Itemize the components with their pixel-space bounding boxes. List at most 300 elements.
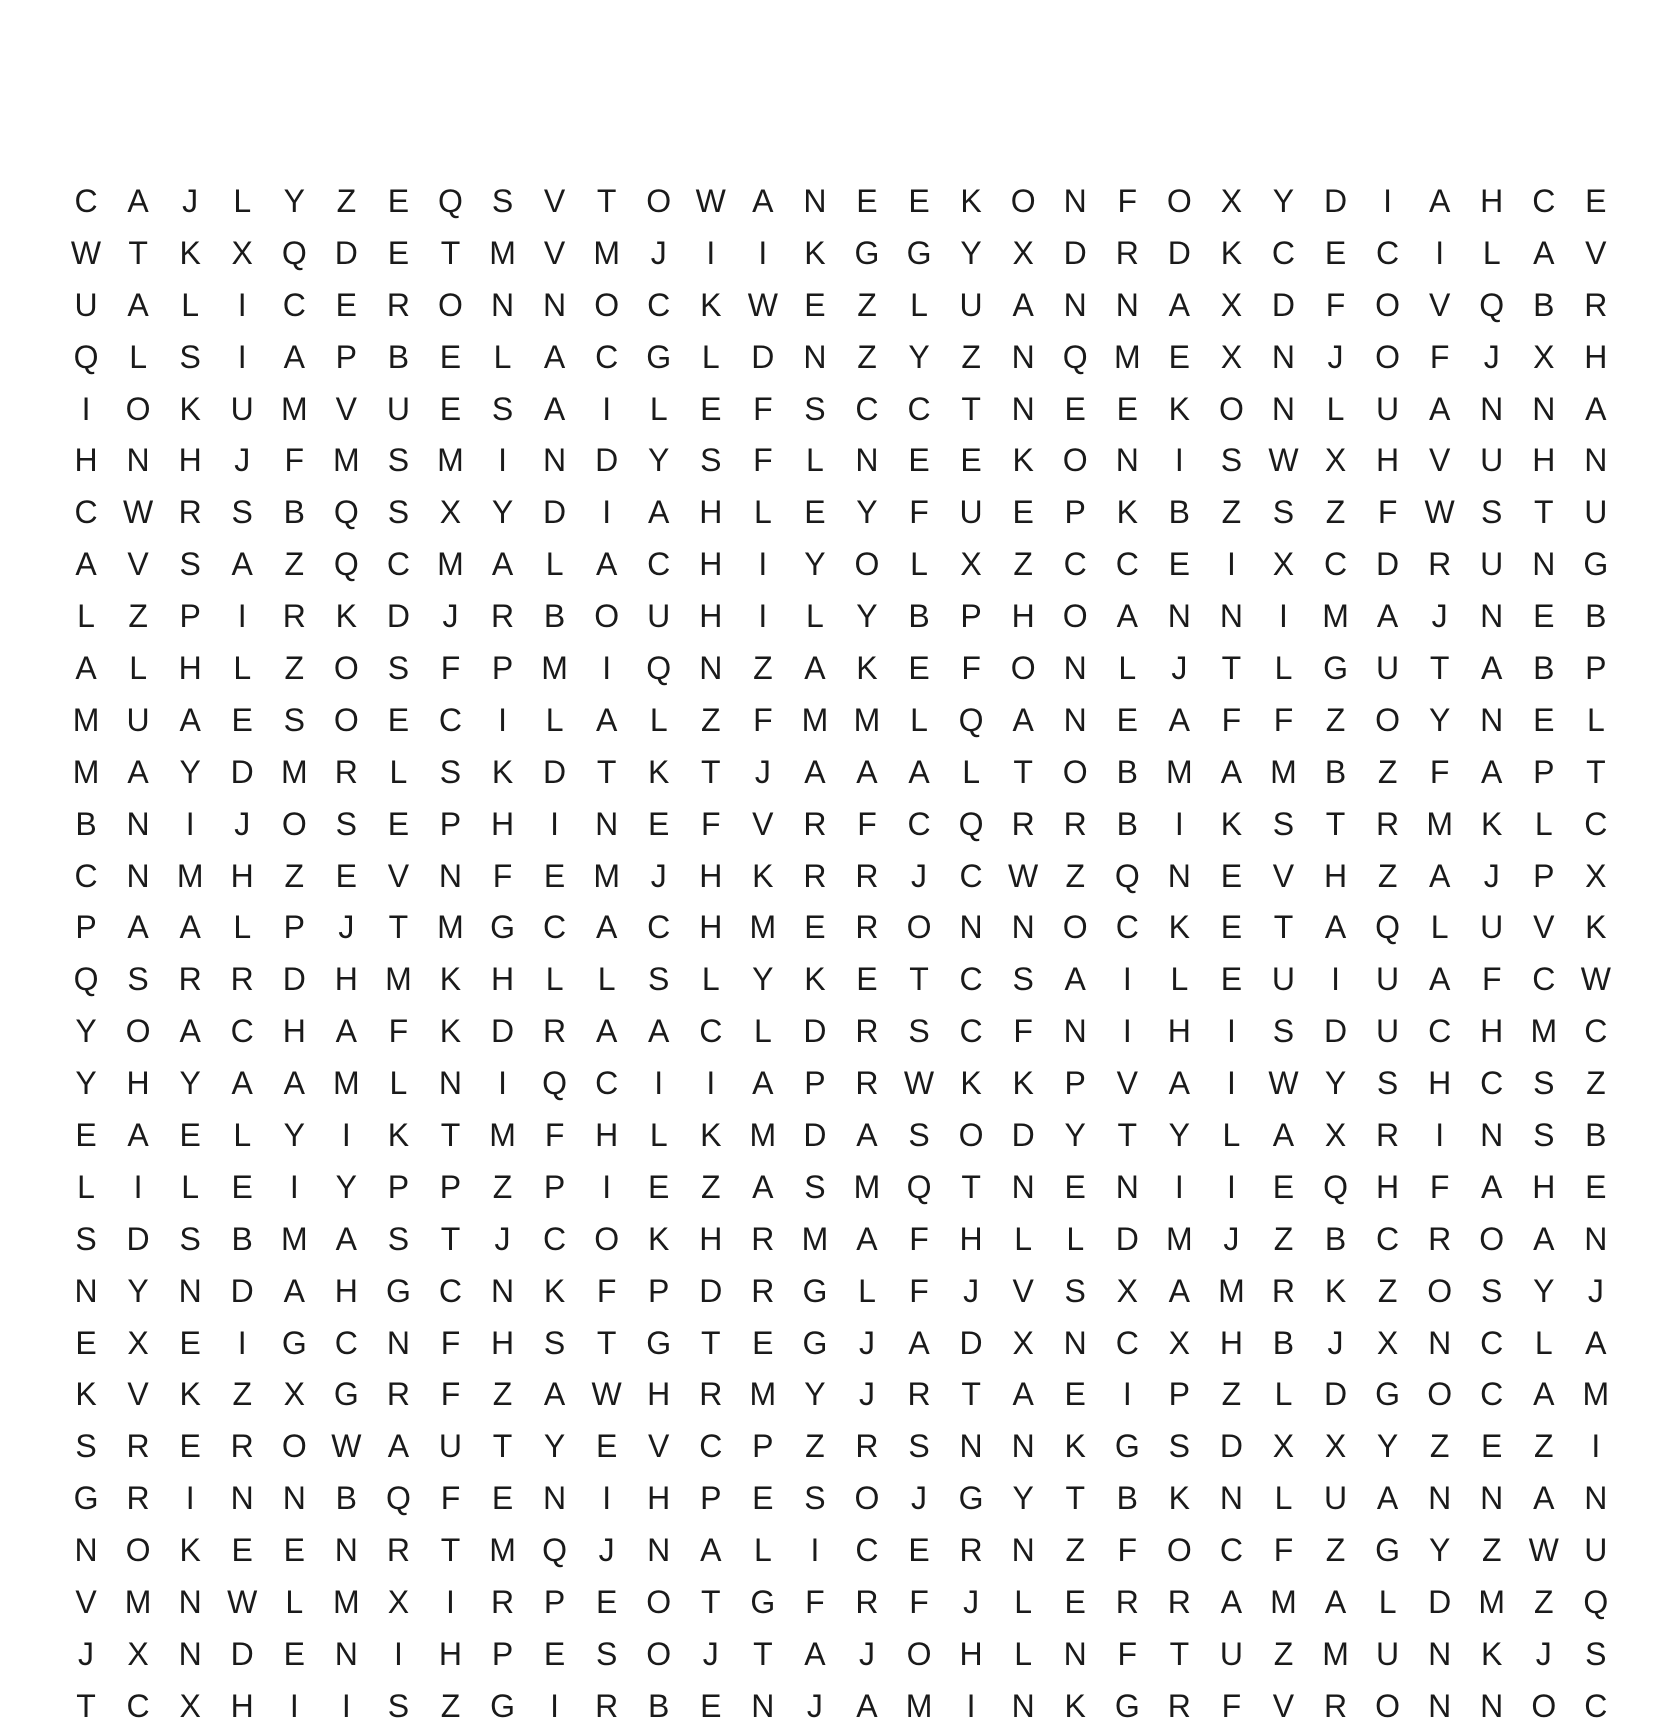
grid-cell[interactable]: E [856,183,878,219]
grid-cell[interactable]: A [595,1013,618,1050]
grid-cell[interactable]: A [856,753,878,790]
grid-cell[interactable]: O [1062,753,1088,790]
grid-cell[interactable]: N [1115,442,1139,479]
grid-cell[interactable]: J [806,1687,823,1724]
grid-cell[interactable]: Z [1221,494,1242,531]
grid-cell[interactable]: U [1271,961,1296,998]
grid-cell[interactable]: O [438,286,463,323]
grid-cell[interactable]: K [1064,1428,1086,1465]
grid-cell[interactable]: Y [75,1065,97,1102]
grid-cell[interactable]: N [1219,1480,1243,1517]
grid-cell[interactable]: A [335,1220,358,1257]
grid-cell[interactable]: J [911,1480,928,1517]
grid-cell[interactable]: T [701,1584,721,1621]
grid-cell[interactable]: J [1327,338,1344,375]
grid-cell[interactable]: A [1533,1480,1555,1517]
grid-cell[interactable]: C [1480,1376,1504,1413]
grid-cell[interactable]: K [700,286,722,323]
grid-cell[interactable]: I [1226,1168,1236,1205]
grid-cell[interactable]: L [129,650,147,687]
grid-cell[interactable]: Z [284,546,305,583]
grid-cell[interactable]: N [126,805,150,842]
grid-cell[interactable]: Q [73,338,99,375]
grid-cell[interactable]: J [702,1635,719,1672]
grid-cell[interactable]: F [440,1480,461,1517]
grid-cell[interactable]: N [438,1065,463,1102]
grid-cell[interactable]: M [801,1220,829,1257]
grid-cell[interactable]: O [1427,1376,1453,1413]
grid-cell[interactable]: T [961,1168,981,1205]
grid-cell[interactable]: P [439,805,462,842]
grid-cell[interactable]: S [908,1428,930,1465]
grid-cell[interactable]: N [1584,1220,1608,1257]
grid-cell[interactable]: T [1117,1117,1138,1154]
grid-cell[interactable]: N [126,442,150,479]
grid-cell[interactable]: Y [804,546,826,583]
grid-cell[interactable]: E [231,1168,253,1205]
grid-cell[interactable]: I [1383,183,1393,219]
grid-cell[interactable]: K [700,1117,722,1154]
grid-cell[interactable]: K [1481,1635,1503,1672]
grid-cell[interactable]: A [127,1117,149,1154]
grid-cell[interactable]: V [1272,1687,1295,1724]
grid-cell[interactable]: X [387,1584,410,1621]
grid-cell[interactable]: C [1115,909,1139,946]
grid-cell[interactable]: P [283,909,305,946]
grid-cell[interactable]: R [1584,286,1608,323]
grid-cell[interactable]: I [810,1532,820,1569]
grid-cell[interactable]: Y [1012,1480,1034,1517]
grid-cell[interactable]: B [1533,650,1555,687]
grid-cell[interactable]: G [490,1687,515,1724]
grid-cell[interactable]: E [700,390,722,427]
grid-cell[interactable]: G [646,338,672,375]
grid-cell[interactable]: X [231,234,253,271]
grid-cell[interactable]: L [1014,1584,1033,1621]
grid-cell[interactable]: U [1376,390,1400,427]
grid-cell[interactable]: Z [857,338,877,375]
grid-cell[interactable]: L [649,1117,668,1154]
grid-cell[interactable]: O [906,909,932,946]
grid-cell[interactable]: M [385,961,412,998]
grid-cell[interactable]: V [648,1428,670,1465]
grid-cell[interactable]: E [231,701,253,738]
grid-cell[interactable]: T [701,753,721,790]
grid-cell[interactable]: A [127,909,149,946]
grid-cell[interactable]: S [1168,1428,1191,1465]
grid-cell[interactable]: W [1528,1532,1559,1569]
grid-cell[interactable]: X [127,1324,149,1361]
grid-cell[interactable]: G [1583,546,1609,583]
grid-cell[interactable]: X [1272,1428,1295,1465]
grid-cell[interactable]: I [1122,1376,1132,1413]
grid-cell[interactable]: L [597,961,616,998]
grid-cell[interactable]: K [387,1117,410,1154]
grid-cell[interactable]: F [596,1272,617,1309]
grid-cell[interactable]: S [1481,1272,1503,1309]
grid-cell[interactable]: W [227,1584,258,1621]
grid-cell[interactable]: H [230,1687,254,1724]
grid-cell[interactable]: X [1324,1117,1347,1154]
grid-cell[interactable]: R [1428,1220,1452,1257]
grid-cell[interactable]: W [1580,961,1611,998]
grid-cell[interactable]: N [647,1532,671,1569]
grid-cell[interactable]: K [179,1532,201,1569]
grid-cell[interactable]: V [1585,234,1607,271]
grid-cell[interactable]: Y [335,1168,358,1205]
grid-cell[interactable]: F [753,390,773,427]
grid-cell[interactable]: Z [753,650,773,687]
grid-cell[interactable]: N [803,338,827,375]
grid-cell[interactable]: T [1169,1635,1190,1672]
grid-cell[interactable]: T [701,1324,721,1361]
grid-cell[interactable]: B [1116,1480,1138,1517]
grid-cell[interactable]: S [387,494,410,531]
grid-cell[interactable]: E [387,701,410,738]
grid-cell[interactable]: M [437,442,464,479]
grid-cell[interactable]: L [962,753,980,790]
grid-cell[interactable]: F [1221,701,1242,738]
grid-cell[interactable]: F [909,1584,929,1621]
grid-cell[interactable]: A [231,1065,253,1102]
grid-cell[interactable]: Q [646,650,672,687]
grid-cell[interactable]: C [855,1532,879,1569]
grid-cell[interactable]: K [1585,909,1607,946]
grid-cell[interactable]: C [543,1220,567,1257]
grid-cell[interactable]: F [440,650,461,687]
grid-cell[interactable]: I [758,598,768,635]
grid-cell[interactable]: L [181,286,200,323]
grid-cell[interactable]: E [75,1117,97,1154]
grid-cell[interactable]: K [856,650,878,687]
grid-cell[interactable]: K [335,598,358,635]
grid-cell[interactable]: R [803,805,827,842]
grid-cell[interactable]: T [128,234,148,271]
grid-cell[interactable]: L [1326,390,1345,427]
grid-cell[interactable]: H [595,1117,619,1154]
grid-cell[interactable]: R [855,1428,879,1465]
grid-cell[interactable]: H [490,1324,515,1361]
grid-cell[interactable]: C [1376,234,1400,271]
grid-cell[interactable]: M [1322,1635,1349,1672]
grid-cell[interactable]: K [491,753,514,790]
grid-cell[interactable]: T [1013,753,1033,790]
grid-cell[interactable]: U [647,598,671,635]
grid-cell[interactable]: X [179,1687,201,1724]
grid-cell[interactable]: R [1271,1272,1296,1309]
grid-cell[interactable]: J [963,1272,980,1309]
grid-cell[interactable]: U [1219,1635,1243,1672]
grid-cell[interactable]: O [594,286,620,323]
grid-cell[interactable]: A [1428,183,1451,219]
grid-cell[interactable]: X [1324,442,1347,479]
grid-cell[interactable]: N [282,1480,306,1517]
grid-cell[interactable]: H [490,961,515,998]
grid-cell[interactable]: N [74,1272,98,1309]
grid-cell[interactable]: N [1011,1428,1035,1465]
grid-cell[interactable]: V [543,183,566,219]
grid-cell[interactable]: M [333,1065,360,1102]
grid-cell[interactable]: W [1268,442,1299,479]
grid-cell[interactable]: N [178,1272,202,1309]
grid-cell[interactable]: F [857,805,877,842]
grid-cell[interactable]: F [1273,1532,1294,1569]
grid-cell[interactable]: A [1533,1376,1555,1413]
grid-cell[interactable]: R [1376,805,1400,842]
grid-cell[interactable]: N [1428,1687,1452,1724]
grid-cell[interactable]: K [439,961,462,998]
grid-cell[interactable]: M [489,1117,516,1154]
grid-cell[interactable]: E [1585,183,1607,219]
grid-cell[interactable]: M [489,1532,516,1569]
grid-cell[interactable]: H [230,857,254,894]
grid-cell[interactable]: B [1116,805,1138,842]
grid-cell[interactable]: N [386,1324,410,1361]
grid-cell[interactable]: T [440,1117,461,1154]
grid-cell[interactable]: A [283,1272,305,1309]
grid-cell[interactable]: A [491,546,514,583]
grid-cell[interactable]: G [802,1272,828,1309]
grid-cell[interactable]: C [647,546,671,583]
grid-cell[interactable]: D [1011,1117,1035,1154]
grid-cell[interactable]: I [237,338,247,375]
grid-cell[interactable]: A [543,338,566,375]
grid-cell[interactable]: G [750,1584,776,1621]
grid-cell[interactable]: K [1064,1687,1086,1724]
grid-cell[interactable]: O [1375,286,1401,323]
grid-cell[interactable]: H [699,598,723,635]
grid-cell[interactable]: I [133,1168,143,1205]
grid-cell[interactable]: C [1219,1532,1243,1569]
grid-cell[interactable]: H [74,442,98,479]
grid-cell[interactable]: C [1584,805,1608,842]
grid-cell[interactable]: F [492,857,513,894]
grid-cell[interactable]: P [752,1428,774,1465]
grid-cell[interactable]: A [127,753,149,790]
grid-cell[interactable]: I [1226,546,1236,583]
grid-cell[interactable]: H [1428,1065,1452,1102]
grid-cell[interactable]: Z [1377,857,1398,894]
grid-cell[interactable]: X [1012,1324,1034,1361]
grid-cell[interactable]: A [1585,1324,1607,1361]
grid-cell[interactable]: M [1426,805,1453,842]
grid-cell[interactable]: L [1274,1376,1293,1413]
grid-cell[interactable]: F [909,1272,929,1309]
grid-cell[interactable]: I [550,805,560,842]
grid-cell[interactable]: A [179,701,201,738]
grid-cell[interactable]: N [1011,1532,1035,1569]
grid-cell[interactable]: M [1530,1013,1558,1050]
grid-cell[interactable]: R [126,1428,150,1465]
grid-cell[interactable]: J [1535,1635,1552,1672]
grid-cell[interactable]: I [1174,805,1184,842]
grid-cell[interactable]: U [1584,1532,1608,1569]
grid-cell[interactable]: N [1271,390,1296,427]
grid-cell[interactable]: N [1063,1013,1087,1050]
grid-cell[interactable]: L [1014,1635,1033,1672]
grid-cell[interactable]: L [910,286,928,323]
grid-cell[interactable]: R [1323,1687,1348,1724]
grid-cell[interactable]: I [1591,1428,1601,1465]
grid-cell[interactable]: O [906,1635,932,1672]
grid-cell[interactable]: J [1431,598,1448,635]
grid-cell[interactable]: E [1168,546,1191,583]
grid-cell[interactable]: V [335,390,358,427]
grid-cell[interactable]: M [801,701,829,738]
grid-cell[interactable]: O [1010,183,1036,219]
grid-cell[interactable]: A [1168,286,1191,323]
grid-cell[interactable]: C [1115,546,1139,583]
grid-cell[interactable]: D [1376,546,1400,583]
grid-cell[interactable]: P [75,909,97,946]
grid-cell[interactable]: L [1274,1480,1293,1517]
grid-cell[interactable]: S [1376,1065,1399,1102]
grid-cell[interactable]: E [1116,390,1138,427]
grid-cell[interactable]: K [1116,494,1138,531]
grid-cell[interactable]: O [1375,1687,1401,1724]
grid-cell[interactable]: F [1429,753,1450,790]
grid-cell[interactable]: J [754,753,771,790]
grid-cell[interactable]: N [1167,598,1191,635]
grid-cell[interactable]: D [803,1013,827,1050]
grid-cell[interactable]: L [753,1013,772,1050]
grid-cell[interactable]: Y [752,961,774,998]
grid-cell[interactable]: G [490,909,515,946]
grid-cell[interactable]: N [1063,650,1087,687]
grid-cell[interactable]: M [541,650,568,687]
grid-cell[interactable]: O [1427,1272,1453,1309]
grid-cell[interactable]: Y [1376,1428,1399,1465]
grid-cell[interactable]: E [179,1324,201,1361]
grid-cell[interactable]: R [803,857,827,894]
grid-cell[interactable]: N [543,1480,567,1517]
grid-cell[interactable]: K [1220,805,1243,842]
grid-cell[interactable]: P [543,1584,566,1621]
grid-cell[interactable]: E [1012,494,1034,531]
grid-cell[interactable]: H [1376,1168,1400,1205]
grid-cell[interactable]: Y [1272,183,1295,219]
grid-cell[interactable]: B [283,494,305,531]
grid-cell[interactable]: R [1167,1584,1191,1621]
grid-cell[interactable]: N [178,1584,202,1621]
grid-cell[interactable]: L [649,701,668,738]
grid-cell[interactable]: H [699,909,723,946]
grid-cell[interactable]: H [1532,1168,1556,1205]
grid-cell[interactable]: G [1375,1376,1401,1413]
grid-cell[interactable]: M [280,390,308,427]
grid-cell[interactable]: O [1062,909,1088,946]
grid-cell[interactable]: L [1170,961,1189,998]
grid-cell[interactable]: O [125,1013,151,1050]
grid-cell[interactable]: O [1062,598,1088,635]
grid-cell[interactable]: A [1585,390,1607,427]
grid-cell[interactable]: K [1168,1480,1191,1517]
grid-cell[interactable]: X [1533,338,1555,375]
grid-cell[interactable]: C [855,390,879,427]
grid-cell[interactable]: I [1174,1168,1184,1205]
grid-cell[interactable]: B [1324,753,1347,790]
grid-cell[interactable]: N [959,909,983,946]
grid-cell[interactable]: F [1117,1635,1138,1672]
grid-cell[interactable]: A [1116,598,1138,635]
grid-cell[interactable]: N [595,805,619,842]
grid-cell[interactable]: T [909,961,929,998]
grid-cell[interactable]: O [333,701,359,738]
grid-cell[interactable]: S [700,442,722,479]
grid-cell[interactable]: C [595,338,619,375]
grid-cell[interactable]: H [1323,857,1348,894]
grid-cell[interactable]: L [858,1272,876,1309]
grid-cell[interactable]: L [1066,1220,1085,1257]
grid-cell[interactable]: N [490,286,515,323]
grid-cell[interactable]: Y [856,598,878,635]
grid-cell[interactable]: N [803,183,827,219]
grid-cell[interactable]: G [1114,1687,1140,1724]
grid-cell[interactable]: A [804,650,826,687]
grid-cell[interactable]: N [178,1635,202,1672]
grid-cell[interactable]: N [1584,1480,1608,1517]
grid-cell[interactable]: Z [961,338,981,375]
grid-cell[interactable]: P [439,1168,462,1205]
grid-cell[interactable]: Y [648,442,670,479]
grid-cell[interactable]: M [593,857,620,894]
grid-cell[interactable]: U [1584,494,1608,531]
grid-cell[interactable]: N [1428,1480,1452,1517]
grid-cell[interactable]: B [387,338,410,375]
grid-cell[interactable]: F [909,1220,929,1257]
grid-cell[interactable]: I [758,234,768,271]
grid-cell[interactable]: A [648,494,670,531]
grid-cell[interactable]: H [438,1635,463,1672]
grid-cell[interactable]: Y [179,1065,201,1102]
grid-cell[interactable]: X [439,494,462,531]
grid-cell[interactable]: R [543,1013,567,1050]
grid-cell[interactable]: J [1483,338,1500,375]
grid-cell[interactable]: L [806,442,824,479]
grid-cell[interactable]: N [334,1532,358,1569]
grid-cell[interactable]: A [1481,650,1503,687]
grid-cell[interactable]: Y [283,183,305,219]
grid-cell[interactable]: T [1065,1480,1085,1517]
grid-cell[interactable]: W [903,1065,935,1102]
grid-cell[interactable]: A [1168,1065,1191,1102]
grid-cell[interactable]: N [1480,598,1504,635]
grid-cell[interactable]: U [1480,546,1504,583]
grid-cell[interactable]: D [334,234,358,271]
grid-cell[interactable]: Q [333,546,359,583]
grid-cell[interactable]: L [545,961,564,998]
grid-cell[interactable]: E [1324,234,1347,271]
grid-cell[interactable]: A [1220,753,1243,790]
grid-cell[interactable]: I [185,1480,195,1517]
grid-cell[interactable]: U [1376,961,1400,998]
grid-cell[interactable]: U [959,494,983,531]
grid-cell[interactable]: Z [492,1168,513,1205]
grid-cell[interactable]: A [752,1168,774,1205]
grid-cell[interactable]: S [387,442,410,479]
grid-cell[interactable]: O [1010,650,1036,687]
grid-cell[interactable]: U [1323,1480,1348,1517]
grid-cell[interactable]: W [331,1428,362,1465]
grid-cell[interactable]: R [1115,1584,1139,1621]
grid-cell[interactable]: N [543,442,567,479]
grid-cell[interactable]: U [126,701,150,738]
grid-cell[interactable]: E [335,286,358,323]
grid-cell[interactable]: F [544,1117,565,1154]
grid-cell[interactable]: Z [1325,494,1346,531]
grid-cell[interactable]: A [283,338,305,375]
grid-cell[interactable]: T [1273,909,1294,946]
